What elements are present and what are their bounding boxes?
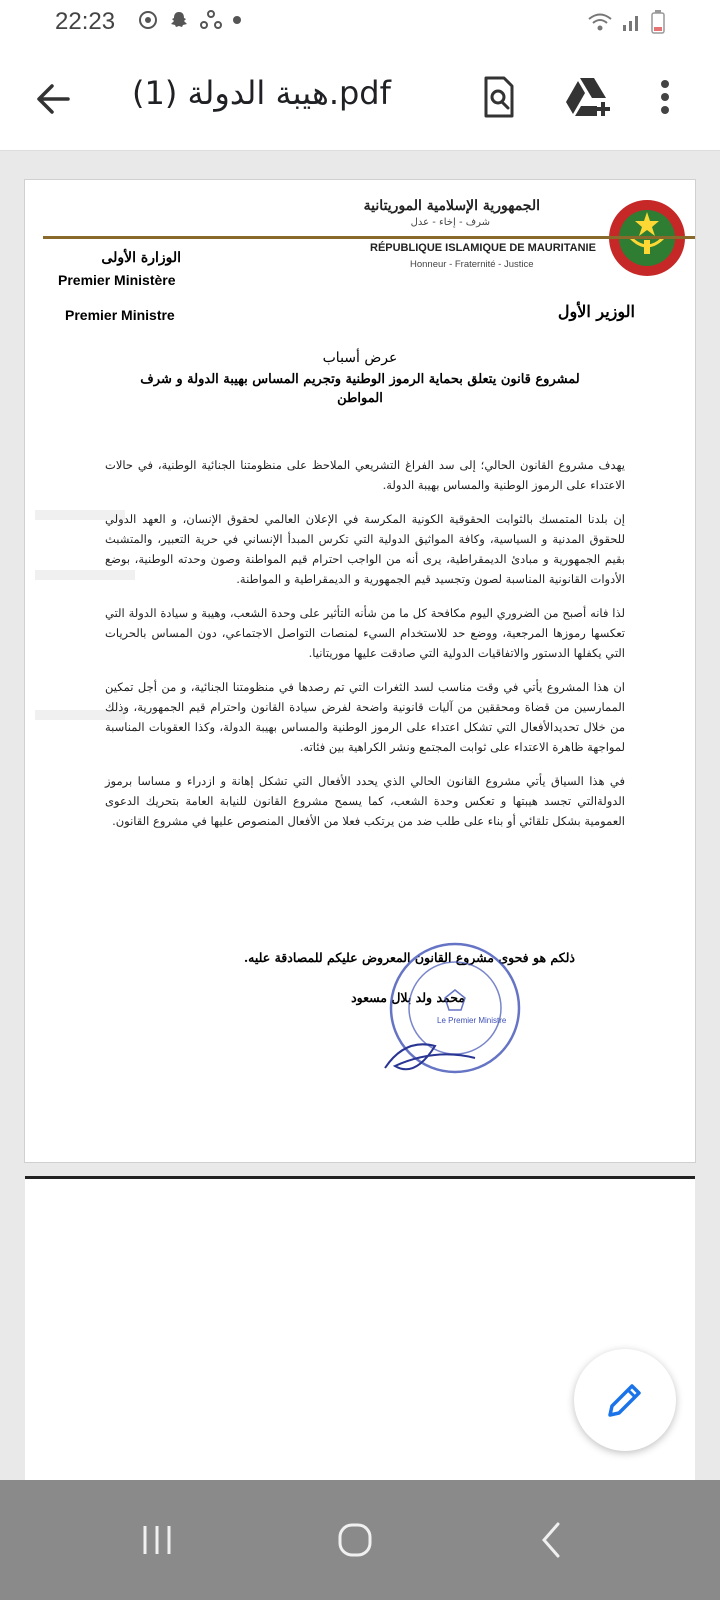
ministry-arabic: الوزارة الأولى: [101, 250, 181, 266]
dot-icon: [232, 15, 242, 25]
paragraph: إن بلدنا المتمسك بالثوابت الحقوقية الكونية المكرسة في الإعلان العالمي لحقوق الإنسان، و العهد الدولي للحقوق المدنية و السياسية، وكافة المواثيق الدولية التي تكرس المبدأ الإنساني في حرية التعبير، والمتشبث بقيم الجمهورية و مبادئ الديمقراطية، يرى أنه من الواجب احترام قيم المواطنة وصون وحدته الوطنية، بوضع الأدوات القانونية المناسبة لصون وتجسيد قيم الجمهورية و الديمقراطية و المواطنة.: [105, 512, 625, 586]
paragraph: في هذا السياق يأتي مشروع القانون الحالي الذي يحدد الأفعال التي تشكل إهانة و ازدراء و مساسا برموز الدولةالتي تجسد هيبتها و تعكس وحدة الشعب، كما يسمح مشروع القانون للنيابة العامة بتحريك الدعوى العمومية بشكل تلقائي أو بناء على طلب ضد من يرتكب فعلا من الأفعال المنصوص عليها في مشروع القانون.: [105, 774, 625, 828]
signal-icon: [621, 11, 643, 33]
stamp-text: Le Premier Ministre: [437, 1016, 507, 1025]
edit-button[interactable]: [574, 1349, 676, 1451]
edit-pencil-icon: [604, 1379, 646, 1421]
search-in-document-icon[interactable]: [474, 72, 524, 122]
paragraph: ان هذا المشروع يأتي في وقت مناسب لسد الثغرات التي تم رصدها في منظومتنا الجنائية، و من أجل تمكين الممارسين من قضاة ومحققين من آليات قانونية واضحة لفرض سيادة القانون واحترام قيم الجمهورية، وذلك من خلال تحديدالأفعال التي تشكل اعتداء على الرموز الوطنية والمساس بهيبة الدولة، وكذا العقوبات المناسبة لمواجهة ظاهرة الاعتداء على ثوابت المجتمع ونشر الكراهية بين فئاته.: [105, 680, 625, 754]
ministry-french: Premier Ministère: [58, 272, 176, 288]
add-to-drive-icon[interactable]: [563, 72, 613, 122]
pdf-page-2[interactable]: [25, 1176, 695, 1509]
minister-french: Premier Ministre: [65, 307, 175, 323]
document-subject: [120, 350, 600, 408]
pdf-page[interactable]: [25, 180, 695, 1162]
recent-apps-icon[interactable]: [127, 1510, 187, 1570]
closing-line: ذلكم هو فحوى مشروع القانون المعروض عليكم للمصادقة عليه.: [243, 950, 575, 965]
subject-title: عرض أسباب: [322, 350, 398, 366]
chat-icon: [200, 10, 222, 30]
snapchat-icon: [168, 10, 190, 30]
back-icon[interactable]: [522, 1510, 582, 1570]
header-french: RÉPUBLIQUE ISLAMIQUE DE MAURITANIE: [370, 242, 596, 254]
status-bar: [0, 0, 720, 46]
header-arabic-motto: شرف - إخاء - عدل: [410, 217, 490, 228]
paragraph: يهدف مشروع القانون الحالي؛ إلى سد الفراغ التشريعي الملاحظ على منظومتنا الجنائية الوطنية، في حالات الاعتداء على الرموز الوطنية والمساس بهيبة الدولة.: [105, 458, 625, 492]
header-arabic: الجمهورية الإسلامية الموريتانية: [363, 198, 540, 214]
header-french-motto: Honneur - Fraternité - Justice: [410, 259, 534, 270]
sync-icon: [138, 10, 158, 30]
official-stamp-icon: [375, 928, 535, 1088]
system-nav-bar: [0, 1480, 720, 1600]
home-icon[interactable]: [325, 1510, 385, 1570]
wifi-icon: [587, 11, 613, 33]
more-options-icon[interactable]: [640, 72, 690, 122]
header-divider: [43, 236, 695, 239]
battery-icon: [651, 10, 665, 34]
signatory-name: محمد ولد بلال مسعود: [351, 990, 465, 1005]
paragraph: لذا فانه أصبح من الضروري اليوم مكافحة كل ما من شأنه التأثير على وحدة الشعب، وهيبة و سيادة الدولة التي تعكسها رموزها المرجعية، ووضع حد للاستخدام السيء لمنصات التواصل الاجتماعي، دون المساس بالحريات التي يكفلها الدستور والاتفاقيات الدولية التي صادقت عليها موريتانيا.: [105, 606, 625, 660]
subject-line: لمشروع قانون يتعلق بحماية الرموز الوطنية وتجريم المساس بهيبة الدولة و شرف المواطن: [140, 372, 580, 406]
document-title: هيبة الدولة (1).pdf: [132, 74, 391, 112]
status-time: 22:23: [55, 8, 116, 35]
app-bar: [0, 46, 720, 151]
document-body: [105, 455, 625, 845]
minister-arabic: الوزير الأول: [557, 302, 635, 321]
back-arrow-icon[interactable]: [30, 76, 76, 122]
